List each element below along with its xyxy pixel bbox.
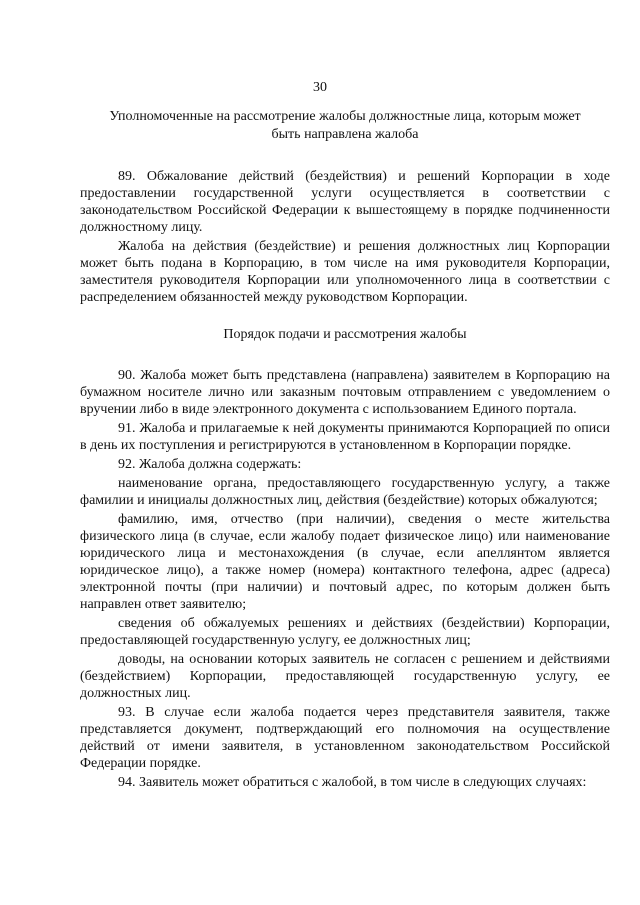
paragraph-complaint-submission: Жалоба на действия (бездействие) и решения должностных лиц Корпорации может быть подана в Корпорацию, в том числе на имя руководителя Корпорации, заместителя руководителя Корпорации или уполномоченного лица в соответствии с распределением обязанностей между руководством Корпорации. bbox=[80, 239, 610, 305]
paragraph-93: 93. В случае если жалоба подается через представителя заявителя, также представляется документ, подтверждающий его полномочия на осуществление действий от имени заявителя, в установленном законодательством Российской Федерации порядке. bbox=[80, 705, 610, 771]
paragraph-92: 92. Жалоба должна содержать: bbox=[118, 457, 302, 472]
paragraph-92-item-decisions: сведения об обжалуемых решениях и действиях (бездействии) Корпорации, предоставляющей государственную услугу, ее должностных лиц; bbox=[80, 616, 610, 648]
paragraph-91: 91. Жалоба и прилагаемые к ней документы принимаются Корпорацией по описи в день их поступления и регистрируются в установленном в Корпорации порядке. bbox=[80, 421, 610, 453]
document-body bbox=[80, 108, 610, 791]
paragraph-92-item-arguments: доводы, на основании которых заявитель не согласен с решением и действиями (бездействием) Корпорации, предоставляющей государственную услугу, ее должностных лиц. bbox=[80, 652, 610, 701]
paragraph-92-item-body-name: наименование органа, предоставляющего государственную услугу, а также фамилии и инициалы должностных лиц, действия (бездействие) которых обжалуются; bbox=[80, 476, 610, 508]
paragraph-89: 89. Обжалование действий (бездействия) и решений Корпорации в ходе предоставлении государственной услуги осуществляется в соответствии с законодательством Российской Федерации к вышестоящему в порядке подчиненности должностному лицу. bbox=[80, 169, 610, 235]
page-number: 30 bbox=[313, 80, 327, 95]
paragraph-90: 90. Жалоба может быть представлена (направлена) заявителем в Корпорацию на бумажном носителе лично или заказным почтовым отправлением с уведомлением о вручении либо в виде электронного документа с использованием Единого портала. bbox=[80, 368, 610, 417]
paragraph-94: 94. Заявитель может обратиться с жалобой, в том числе в следующих случаях: bbox=[118, 775, 587, 790]
section-heading-authorized-officials: Уполномоченные на рассмотрение жалобы должностные лица, которым может быть направлена жалоба bbox=[109, 109, 581, 142]
section-heading-filing-procedure: Порядок подачи и рассмотрения жалобы bbox=[223, 327, 467, 342]
paragraph-92-item-applicant-info: фамилию, имя, отчество (при наличии), сведения о месте жительства физического лица (в случае, если жалобу подает физическое лицо) или наименование юридического лица и местонахождения (в случае, если апеллянтом является юридическое лицо), а также номер (номера) контактного телефона, адрес (адреса) электронной почты (при наличии) и почтовый адрес, по которым должен быть направлен ответ заявителю; bbox=[80, 512, 610, 612]
